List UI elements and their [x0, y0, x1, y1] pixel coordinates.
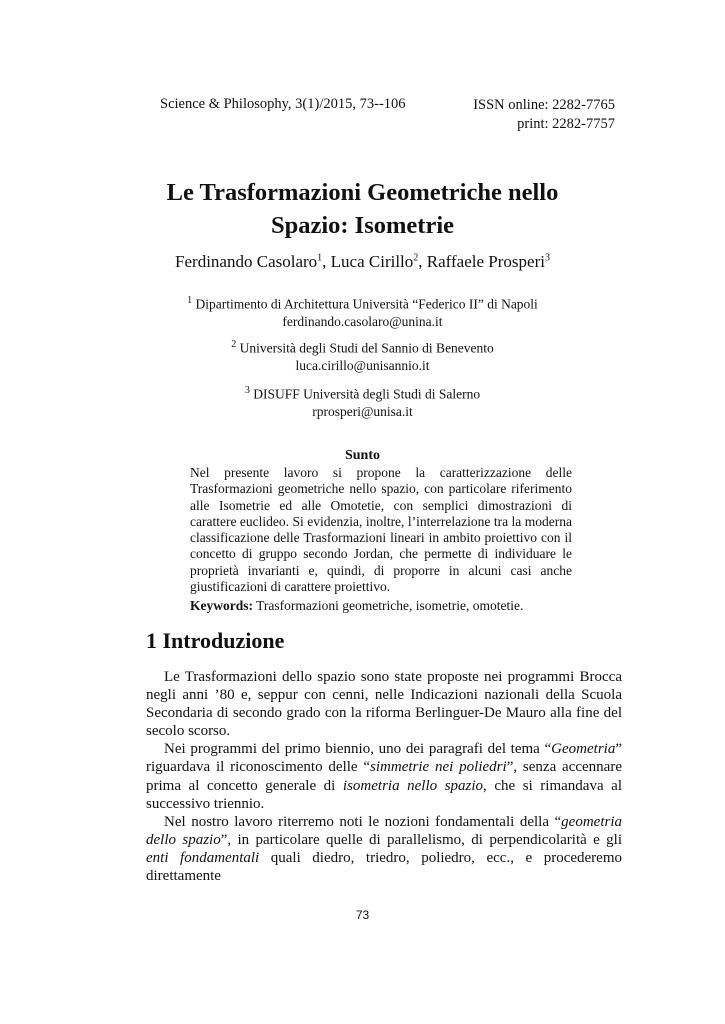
affiliation-email: ferdinando.casolaro@unina.it	[282, 313, 443, 329]
text-segment: ”, senza accennare prima al concetto generale di	[146, 759, 622, 794]
keywords-list: Trasformazioni geometriche, isometrie, omotetie.	[256, 598, 524, 613]
author-separator: ,	[418, 252, 427, 271]
italic-term: simmetrie nei poliedri	[370, 759, 507, 776]
affiliation	[0, 336, 725, 374]
italic-term: Geometria	[551, 741, 616, 758]
affiliation-mark: 1	[187, 295, 193, 306]
italic-term: isometria nello spazio	[342, 777, 484, 794]
italic-term: geometria dello spazio	[146, 813, 622, 848]
abstract-text: Nel presente lavoro si propone la caratterizzazione delle Trasformazioni geometriche nello spazio, con particolare riferimento alle Isometrie ed alle Omotetie, con semplici dimostrazioni di carattere euclideo. Si evidenzia, inoltre, l’interrelazione tra la moderna classificazione delle Trasformazioni lineari in ambito proiettivo con il concetto di gruppo secondo Jordan, che permette di individuare le proprietà invarianti e, quindi, di proporre in alcuni casi anche giustificazioni di carattere proiettivo.	[190, 465, 572, 595]
affiliation-institution: DISUFF Università degli Studi di Salerno	[253, 386, 481, 402]
author-name: Ferdinando Casolaro	[175, 252, 318, 271]
text-segment: Nel nostro lavoro riterremo noti le nozioni fondamentali della “	[164, 813, 562, 830]
page-number: 73	[355, 908, 370, 922]
text-segment: quali diedro, triedro, poliedro, ecc., e procederemo direttamente	[146, 849, 622, 885]
text-segment: ” riguardava il riconoscimento delle “	[146, 741, 622, 776]
affiliation-mark: 2	[231, 339, 237, 350]
affiliation-institution: Università degli Studi del Sannio di Benevento	[239, 340, 494, 356]
affiliation-email: rprosperi@unisa.it	[312, 403, 413, 419]
section-heading: 1 Introduzione	[146, 628, 285, 653]
text-segment: ”, in particolare quelle di parallelismo, di perpendicolarità e gli	[220, 831, 622, 848]
affiliation-mark: 3	[244, 385, 250, 396]
issn-print: print: 2282-7757	[517, 116, 615, 132]
author-separator: ,	[322, 252, 331, 271]
author-affiliation-mark: 1	[317, 252, 323, 264]
keywords-label: Keywords:	[190, 598, 253, 613]
author-name: Luca Cirillo	[330, 252, 414, 271]
issn-online: ISSN online: 2282-7765	[473, 97, 615, 113]
affiliation-institution: Dipartimento di Architettura Università “Federico II” di Napoli	[195, 296, 538, 312]
issn-block	[473, 96, 615, 134]
body-paragraph	[146, 740, 622, 812]
body-paragraph	[146, 813, 622, 885]
paper-title	[0, 176, 725, 242]
affiliation	[0, 292, 725, 330]
author-list	[0, 252, 725, 272]
text-segment: Nei programmi del primo biennio, uno dei paragrafi del tema “	[164, 741, 552, 758]
text-segment: Le Trasformazioni dello spazio sono state proposte nei programmi Brocca negli anni ’80 e, seppur con cenni, nelle Indicazioni nazionali della Scuola Secondaria di secondo grado con la riforma Berlinguer-De Mauro alla fine del secolo scorso.	[146, 669, 622, 740]
author-affiliation-mark: 2	[413, 252, 419, 264]
affiliation-email: luca.cirillo@unisannio.it	[295, 357, 430, 373]
body-text	[146, 668, 622, 885]
title-line-2: Spazio: Isometrie	[270, 212, 455, 239]
text-segment: , che si rimandava al successivo triennio.	[146, 777, 622, 812]
keywords	[190, 598, 523, 614]
italic-term: enti fondamentali	[146, 849, 260, 866]
author-name: Raffaele Prosperi	[426, 252, 545, 271]
title-line-1: Le Trasformazioni Geometriche nello	[166, 179, 559, 206]
journal-citation: Science & Philosophy, 3(1)/2015, 73--106	[160, 96, 406, 112]
author-affiliation-mark: 3	[544, 252, 550, 264]
abstract-heading: Sunto	[344, 448, 381, 463]
body-paragraph	[146, 668, 622, 740]
affiliation	[0, 382, 725, 420]
